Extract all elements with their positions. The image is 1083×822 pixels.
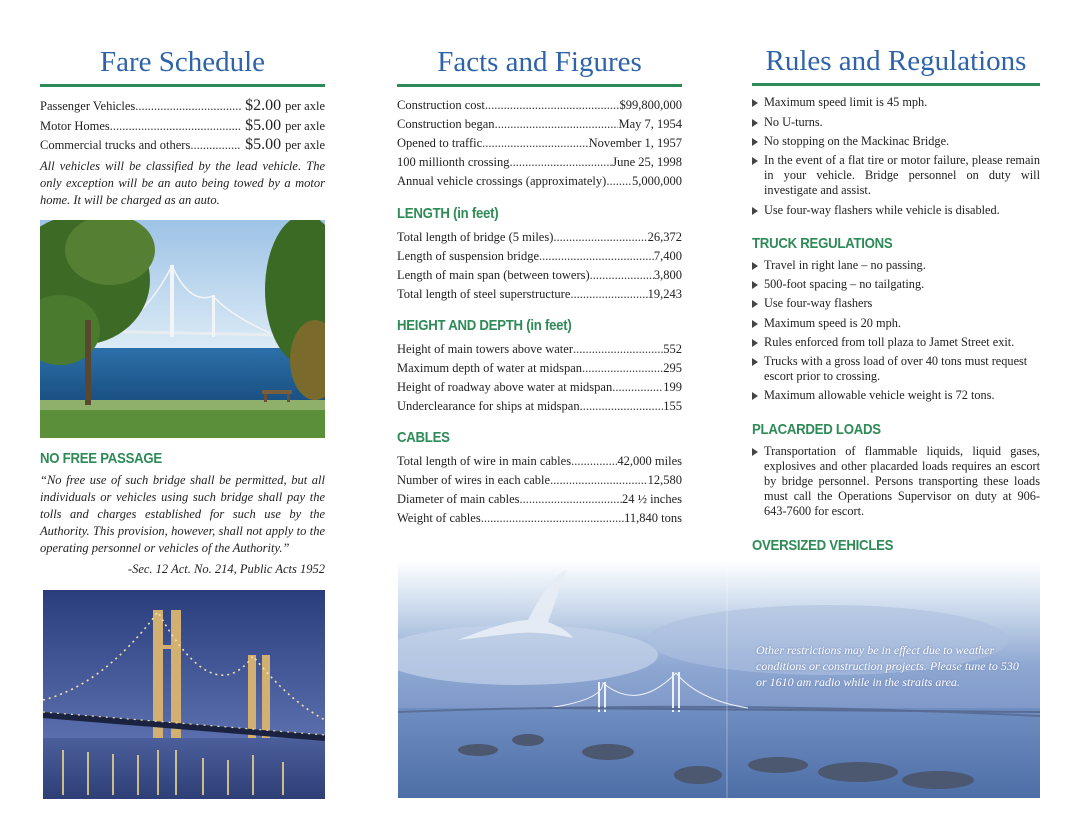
no-free-passage-heading: NO FREE PASSAGE	[40, 450, 162, 467]
cables-heading: CABLES	[397, 429, 450, 446]
facts-title-rule	[397, 84, 682, 87]
bridge-night-photo	[43, 590, 325, 799]
no-free-passage-citation: -Sec. 12 Act. No. 214, Public Acts 1952	[127, 562, 325, 576]
height-row: Height of main towers above water ..... 552	[397, 340, 682, 358]
height-depth-heading: HEIGHT AND DEPTH (in feet)	[397, 317, 572, 334]
fare-row-commercial: Commercial trucks and others ..... $5.00 per axle	[40, 136, 325, 154]
truck-rule-item: Travel in right lane – no passing.	[752, 258, 1040, 273]
bullet-arrow-icon	[752, 119, 758, 127]
fact-row: Construction began ..... May 7, 1954	[397, 115, 682, 133]
bridge-night-illustration	[43, 590, 325, 799]
rules-title-rule	[752, 83, 1040, 86]
bridge-daytime-photo	[40, 220, 325, 438]
bullet-arrow-icon	[752, 300, 758, 308]
truck-rule-item: Maximum allowable vehicle weight is 72 tons.	[752, 388, 1040, 403]
rule-item: In the event of a flat tire or motor failure, please remain in your vehicle. Bridge personnel on duty will investigate and assist.	[752, 153, 1040, 198]
fact-row: Construction cost ..... $99,800,000	[397, 96, 682, 114]
rules-column	[752, 0, 1040, 600]
truck-rule-item: Trucks with a gross load of over 40 tons must request escort prior to crossing.	[752, 354, 1040, 384]
truck-rule-item: Maximum speed is 20 mph.	[752, 316, 1040, 331]
fare-column	[40, 0, 325, 822]
facts-column	[397, 0, 682, 560]
height-row: Underclearance for ships at midspan ..... 155	[397, 397, 682, 415]
rule-item: No U-turns.	[752, 115, 1040, 130]
height-row: Maximum depth of water at midspan ..... 295	[397, 359, 682, 377]
length-row: Total length of bridge (5 miles) ..... 26,372	[397, 228, 682, 246]
bullet-arrow-icon	[752, 138, 758, 146]
bullet-arrow-icon	[752, 320, 758, 328]
bullet-arrow-icon	[752, 281, 758, 289]
fare-schedule-title: Fare Schedule	[99, 46, 266, 78]
cable-row: Number of wires in each cable ..... 12,580	[397, 471, 682, 489]
cable-row: Weight of cables ..... 11,840 tons	[397, 509, 682, 527]
rule-item: Use four-way flashers while vehicle is disabled.	[752, 203, 1040, 218]
oversized-vehicles-heading: OVERSIZED VEHICLES	[752, 537, 894, 554]
no-free-passage-quote: “No free use of such bridge shall be permitted, but all individuals or vehicles using such bridge shall pay the tolls and charges established for such use by the Authority. This provision, however, shall not apply to the operating personnel or vehicles of the Authority.”	[40, 473, 325, 555]
truck-rule-item: Rules enforced from toll plaza to Jamet Street exit.	[752, 335, 1040, 350]
fact-row: 100 millionth crossing ..... June 25, 1998	[397, 153, 682, 171]
placard-rule-item: Transportation of flammable liquids, liquid gases, explosives and other placarded loads requires an escort by bridge personnel. Persons transporting these loads must call the Operations Supervisor on duty at 906-643-7600 for escort.	[752, 444, 1040, 519]
fact-row: Opened to traffic ..... November 1, 1957	[397, 134, 682, 152]
bullet-arrow-icon	[752, 262, 758, 270]
length-row: Length of main span (between towers) ..... 3,800	[397, 266, 682, 284]
fare-title-rule	[40, 84, 325, 87]
placarded-loads-heading: PLACARDED LOADS	[752, 421, 881, 438]
cable-row: Total length of wire in main cables ..... 42,000 miles	[397, 452, 682, 470]
cable-row: Diameter of main cables ..... 24 ½ inches	[397, 490, 682, 508]
bullet-arrow-icon	[752, 448, 758, 456]
bullet-arrow-icon	[752, 157, 758, 165]
bullet-arrow-icon	[752, 392, 758, 400]
length-row: Total length of steel superstructure ..... 19,243	[397, 285, 682, 303]
fact-row: Annual vehicle crossings (approximately) ..... 5,000,000	[397, 172, 682, 190]
rules-regulations-title: Rules and Regulations	[765, 45, 1027, 77]
bullet-arrow-icon	[752, 339, 758, 347]
truck-rule-item: 500-foot spacing – no tailgating.	[752, 277, 1040, 292]
bullet-arrow-icon	[752, 358, 758, 366]
bullet-arrow-icon	[752, 207, 758, 215]
fare-row-motor-homes: Motor Homes ..... $5.00 per axle	[40, 117, 325, 135]
truck-rule-item: Use four-way flashers	[752, 296, 1040, 311]
truck-regulations-heading: TRUCK REGULATIONS	[752, 235, 893, 252]
rule-item: Maximum speed limit is 45 mph.	[752, 95, 1040, 110]
facts-figures-title: Facts and Figures	[437, 46, 642, 78]
length-row: Length of suspension bridge ..... 7,400	[397, 247, 682, 265]
fare-note: All vehicles will be classified by the lead vehicle. The only exception will be an auto being towed by a motor home. It will be charged as an auto.	[40, 159, 325, 207]
rule-item: No stopping on the Mackinac Bridge.	[752, 134, 1040, 149]
height-row: Height of roadway above water at midspan ..... 199	[397, 378, 682, 396]
bridge-daytime-illustration	[40, 220, 325, 438]
restrictions-caption: Other restrictions may be in effect due to weather conditions or construction projects. Please tune to 530 or 1610 am radio while in the straits area.	[756, 643, 1019, 689]
bullet-arrow-icon	[752, 99, 758, 107]
fare-row-passenger: Passenger Vehicles ..... $2.00 per axle	[40, 97, 325, 115]
length-heading: LENGTH (in feet)	[397, 205, 499, 222]
